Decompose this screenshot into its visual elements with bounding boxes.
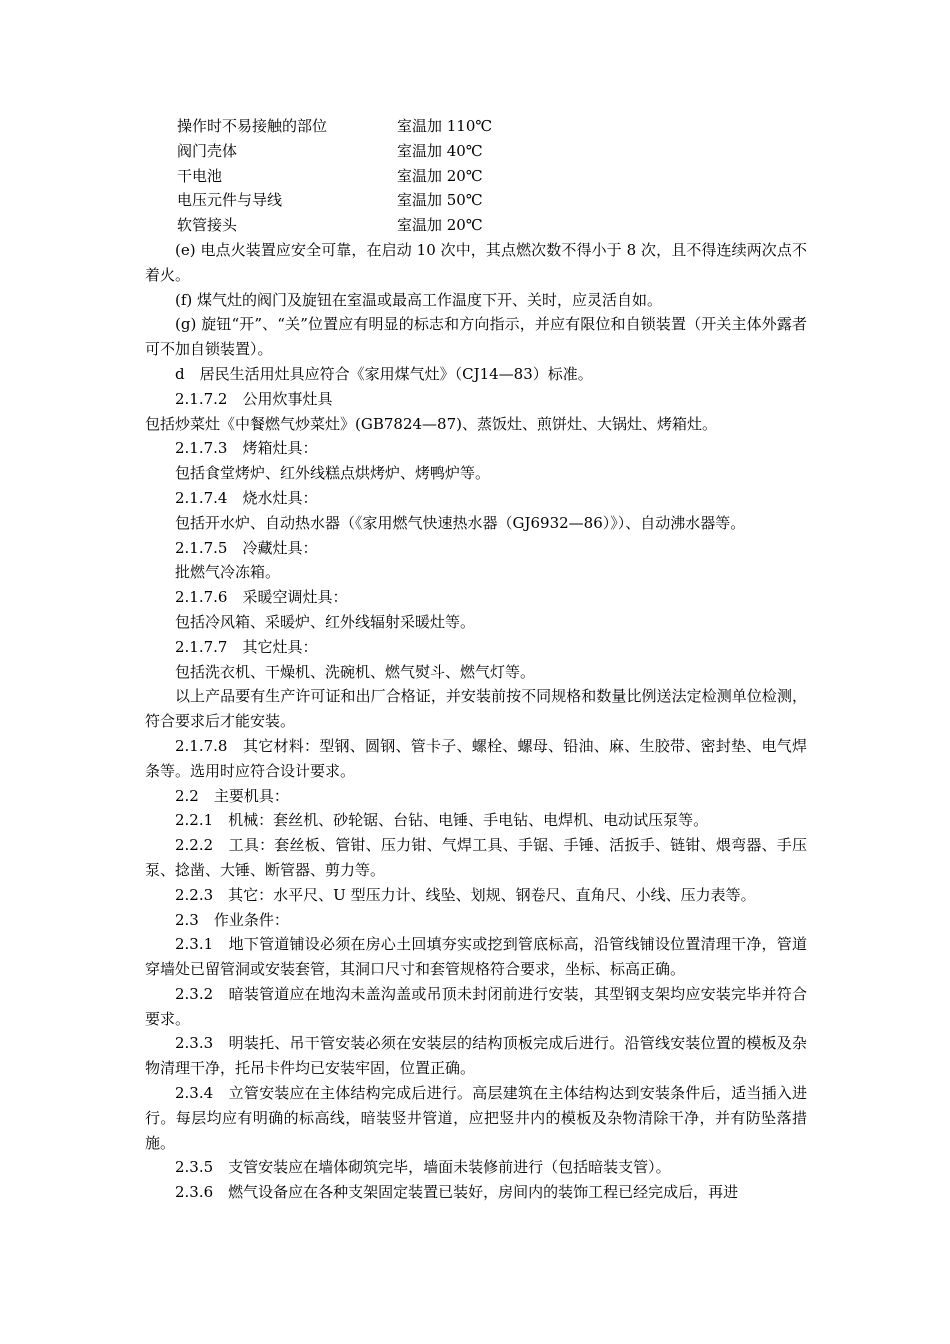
table-row — [145, 213, 807, 238]
paragraph: 2.3.1 地下管道铺设必须在房心土回填夯实或挖到管底标高，沿管线铺设位置清理干净，管道穿墙处已留管洞或安装套管，其洞口尺寸和套管规格符合要求，坐标、标高正确。 — [145, 935, 807, 979]
section-heading: 2.1.7.7 其它灶具： — [175, 637, 318, 656]
section-heading: 2.2 主要机具： — [175, 786, 289, 805]
table-value: 室温加 20℃ — [397, 216, 483, 235]
paragraph: 以上产品要有生产许可证和出厂合格证，并安装前按不同规格和数量比例送法定检测单位检测，符合要求后才能安装。 — [145, 687, 807, 731]
table-item: 软管接头 — [177, 216, 238, 235]
paragraph: (g) 旋钮“开”、“关”位置应有明显的标志和方向指示，并应有限位和自锁装置（开关主体外露者可不加自锁装置）。 — [145, 315, 807, 359]
paragraph: 2.3.2 暗装管道应在地沟未盖沟盖或吊顶未封闭前进行安装，其型钢支架均应安装完毕并符合要求。 — [145, 984, 807, 1028]
section-heading: 2.1.7.6 采暖空调灶具： — [175, 588, 348, 607]
paragraph: 2.3.6 燃气设备应在各种支架固定装置已装好，房间内的装饰工程已经完成后，再进 — [175, 1183, 739, 1202]
section-heading: 2.1.7.2 公用炊事灶具 — [175, 389, 333, 408]
paragraph: 包括冷风箱、采暖炉、红外线辐射采暖灶等。 — [175, 612, 476, 631]
paragraph: 2.2.2 工具：套丝板、管钳、压力钳、气焊工具、手锯、手锤、活扳手、链钳、煨弯器、手压泵、捻凿、大锤、断管器、剪力等。 — [145, 836, 807, 879]
paragraph: d 居民生活用灶具应符合《家用煤气灶》（CJ14—83）标准。 — [175, 364, 593, 383]
table-value: 室温加 110℃ — [397, 117, 493, 135]
table-value: 室温加 40℃ — [397, 141, 483, 160]
paragraph: 2.3.3 明装托、吊干管安装必须在安装层的结构顶板完成后进行。沿管线安装位置的模板及杂物清理干净，托吊卡件均已安装牢固，位置正确。 — [145, 1034, 807, 1078]
table-value: 室温加 50℃ — [397, 191, 483, 210]
document-page — [145, 114, 807, 1205]
paragraph: (f) 煤气灶的阀门及旋钮在室温或最高工作温度下开、关时，应灵活自如。 — [175, 290, 663, 309]
table-item: 干电池 — [177, 166, 223, 185]
section-heading: 2.1.7.3 烤箱灶具： — [175, 439, 318, 458]
paragraph: 包括洗衣机、干燥机、洗碗机、燃气熨斗、燃气灯等。 — [175, 662, 536, 681]
table-item: 阀门壳体 — [177, 141, 238, 160]
paragraph: 2.2.1 机械：套丝机、砂轮锯、台钻、电锤、手电钻、电焊机、电动试压泵等。 — [175, 811, 709, 830]
paragraph: 2.3.4 立管安装应在主体结构完成后进行。高层建筑在主体结构达到安装条件后，适当插入进行。每层均应有明确的标高线，暗装竖井管道，应把竖井内的模板及杂物清除干净，并有防坠落措施。 — [145, 1084, 807, 1152]
table-row — [145, 139, 807, 164]
paragraph: (e) 电点火装置应安全可靠，在启动 10 次中，其点燃次数不得小于 8 次，且不得连续两次点不着火。 — [145, 240, 807, 284]
paragraph: 包括食堂烤炉、红外线糕点烘烤炉、烤鸭炉等。 — [175, 464, 491, 483]
table-item: 操作时不易接触的部位 — [177, 117, 328, 135]
paragraph: 2.1.7.8 其它材料：型钢、圆钢、管卡子、螺栓、螺母、铅油、麻、生胶带、密封垫、电气焊条等。选用时应符合设计要求。 — [145, 736, 807, 780]
paragraph: 批燃气冷冻箱。 — [175, 563, 281, 582]
table-row — [145, 164, 807, 189]
section-heading: 2.1.7.5 冷藏灶具： — [175, 538, 318, 557]
paragraph: 包括开水炉、自动热水器（《家用燃气快速热水器（GJ6932—86）》）、自动沸水器等。 — [175, 513, 746, 532]
table-value: 室温加 20℃ — [397, 166, 483, 185]
paragraph: 包括炒菜灶《中餐燃气炒菜灶》(GB7824—87)、蒸饭灶、煎饼灶、大锅灶、烤箱灶。 — [145, 414, 717, 433]
section-heading: 2.1.7.4 烧水灶具： — [175, 488, 318, 507]
table-row — [145, 188, 807, 213]
table-item: 电压元件与导线 — [177, 191, 283, 210]
paragraph: 2.2.3 其它：水平尺、U 型压力计、线坠、划规、钢卷尺、直角尺、小线、压力表等。 — [175, 885, 756, 904]
paragraph: 2.3.5 支管安装应在墙体砌筑完毕，墙面未装修前进行（包括暗装支管）。 — [175, 1158, 671, 1177]
section-heading: 2.3 作业条件： — [175, 910, 289, 929]
temperature-table — [145, 114, 807, 238]
table-row — [145, 114, 807, 139]
